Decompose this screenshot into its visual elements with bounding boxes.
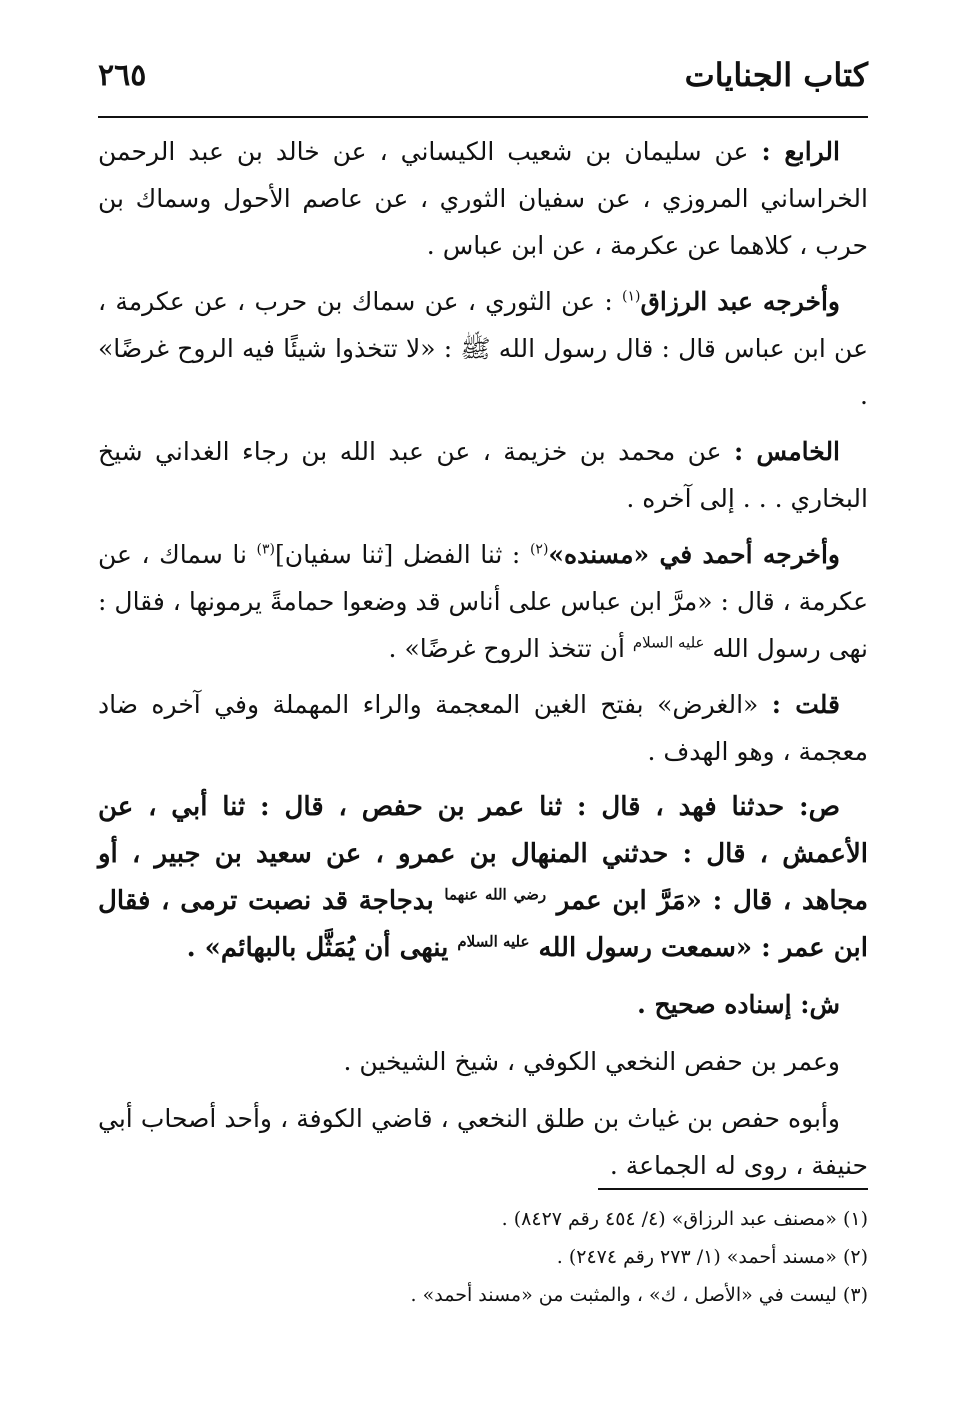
paragraph-text: عن سليمان بن شعيب الكيساني ، عن خالد بن عبد الرحمن الخراساني المروزي ، عن سفيان الثوري ، عن عاصم الأحول وسماك بن حرب ، كلاهما عن عكرمة ، عن ابن عباس . bbox=[98, 137, 868, 260]
honorific-glyph: عليه السلام bbox=[632, 633, 705, 652]
commentary-umar: وعمر بن حفص النخعي الكوفي ، شيخ الشيخين . bbox=[343, 1047, 840, 1076]
paragraph-ahmad bbox=[98, 531, 868, 672]
paragraph-text: : عن الثوري ، عن سماك بن حرب ، عن عكرمة ، عن ابن عباس قال : قال رسول الله ﷺ : «لا تتخذوا شيئًا فيه الروح غرضًا» . bbox=[98, 287, 868, 410]
honorific-glyph: رضي الله عنهما bbox=[444, 885, 547, 904]
paragraph-rabi bbox=[98, 128, 868, 269]
hadith-part: بدجاجة قد نصبت ترمى ، فقال ابن عمر : «سمعت رسول الله bbox=[98, 886, 868, 963]
honorific-glyph: عليه السلام bbox=[457, 932, 530, 951]
paragraph-text: : ثنا الفضل [ثنا سفيان] bbox=[274, 540, 530, 569]
paragraph-lead: الرابع : bbox=[761, 137, 840, 166]
hadith-text bbox=[98, 784, 868, 972]
footnote-3: (٣) ليست في «الأصل ، ك» ، والمثبت من «مسند أحمد» . bbox=[410, 1284, 868, 1306]
page-body bbox=[98, 128, 868, 1198]
footnotes bbox=[98, 1200, 868, 1314]
paragraph-qultu bbox=[98, 681, 868, 775]
paragraph-text: أن تتخذ الروح غرضًا» . bbox=[388, 634, 633, 663]
footnote-ref[interactable]: (١) bbox=[622, 288, 641, 305]
page-number: ٢٦٥ bbox=[98, 58, 147, 93]
paragraph-lead: وأخرجه عبد الرزاق bbox=[640, 287, 841, 316]
footnote-ref[interactable]: (٣) bbox=[256, 541, 275, 558]
footnote-ref[interactable]: (٢) bbox=[529, 541, 549, 558]
hadith-part: ينهى أن يُمَثَّل بالبهائم» . bbox=[186, 933, 458, 963]
paragraph-text: نا سماك ، عن عكرمة ، قال : «مرَّ ابن عباس على أناس قد وضعوا حمامةً يرمونها ، فقال : نهى رسول الله bbox=[98, 540, 868, 663]
footnote-1: (١) «مصنف عبد الرزاق» (٤/ ٤٥٤ رقم ٨٤٢٧) . bbox=[501, 1208, 868, 1230]
footnote-2: (٢) «مسند أحمد» (١/ ٢٧٣ رقم ٢٤٧٤) . bbox=[556, 1246, 868, 1268]
paragraph-lead: قلت : bbox=[771, 690, 840, 719]
paragraph-abdulrazzaq bbox=[98, 278, 868, 419]
footnote-divider bbox=[598, 1188, 868, 1190]
hadith-part: ص: حدثنا فهد ، قال : ثنا عمر بن حفص ، قال : ثنا أبي ، عن الأعمش ، قال : حدثني المنهال بن عمرو ، عن سعيد بن جبير ، أو مجاهد ، قال : «مَرَّ ابن عمر bbox=[98, 792, 869, 916]
paragraph-lead: الخامس : bbox=[734, 437, 841, 466]
commentary-hafs: وأبوه حفص بن غياث بن طلق النخعي ، قاضي الكوفة ، وأحد أصحاب أبي حنيفة ، روى له الجماعة . bbox=[98, 1104, 868, 1180]
commentary-isnad: ش: إسناده صحيح . bbox=[637, 990, 840, 1019]
paragraph-text: عن محمد بن خزيمة ، عن عبد الله بن رجاء الغداني شيخ البخاري . . . إلى آخره . bbox=[98, 437, 868, 513]
page-header bbox=[98, 56, 868, 118]
running-title: كتاب الجنايات bbox=[684, 56, 868, 94]
paragraph-text: «الغرض» بفتح الغين المعجمة والراء المهملة وفي آخره ضاد معجمة ، وهو الهدف . bbox=[98, 690, 868, 766]
paragraph-khamis bbox=[98, 428, 868, 522]
paragraph-lead: وأخرجه أحمد في «مسنده» bbox=[548, 540, 840, 569]
